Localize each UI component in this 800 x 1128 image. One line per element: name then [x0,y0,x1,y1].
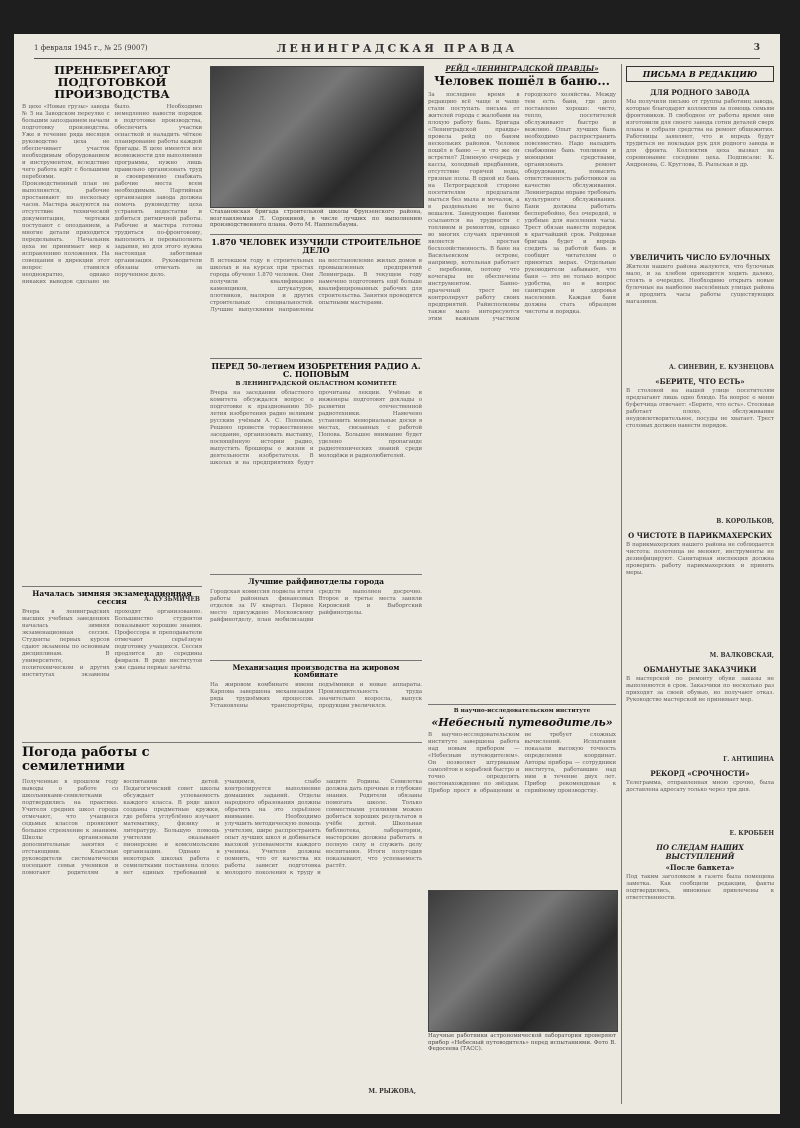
article-body: В цехе «Новые грузы» завода № 5 на Заводском переулке с большим запозданием начали подготовку производства. Уже в течение ряда месяцев руководство цеха не обеспечивает участок необходимым оборудованием и инструментом, вследствие чего работа идёт с большими перебоями. Производственный план не выполняется, рабочие простаивают по нескольку часов. Мастера жалуются на отсутствие технической документации, чертежи поступают с опозданием, а многие детали приходится переделывать. Начальник цеха не принимает мер к исправлению положения. На совещании в дирекции этот вопрос ставился неоднократно, однако никаких выводов сделано не было. Необходимо немедленно навести порядок в подготовке производства, обеспечить участки оснасткой и наладить чёткое планирование работы каждой бригады. В цехе имеются все возможности для выполнения программы, нужно лишь правильно организовать труд и своевременно снабжать рабочие места всем необходимым. Партийная организация завода должна помочь руководству цеха устранить недостатки и добиться ритмичной работы. Рабочие и мастера готовы трудиться по-фронтовому, выполнять и перевыполнять задания, но для этого нужна настоящая заботливая организация. Руководители обязаны отвечать за порученное дело. [22,104,202,286]
sidebar-title: ПИСЬМА В РЕДАКЦИЮ [626,66,774,82]
sidebar-item-title: РЕКОРД «СРОЧНОСТИ» [650,769,750,778]
issue-date: 1 февраля 1945 г., № 25 (9007) [34,44,148,52]
article-kicker: В научно-исследовательском институте [453,708,591,714]
article-9 [428,708,616,886]
article-subtitle: В ЛЕНИНГРАДСКОЙ ОБЛАСТНОМ КОМИТЕТЕ [235,380,397,387]
article-title: Лучшие райфинотделы города [248,577,384,586]
article-title: Началась зимняя экзаменационная сессия [32,589,192,606]
sidebar-item-title: «БЕРИТЕ, ЧТО ЕСТЬ» [655,377,745,386]
sidebar-item-body: Телеграмма, отправленная мною срочно, была доставлена адресату только через три дня. [626,780,774,793]
article-8 [428,64,616,704]
article-body: Вчера в ленинградских высших учебных заведениях началась зимняя экзаменационная сессия. Студенты первых курсов сдают экзамены по основным дисциплинам. В университете, политехническом и других институтах экзамены проходят организованно. Большинство студентов показывают хорошие знания. Профессора и преподаватели отмечают серьёзную подготовку учащихся. Сессия продлится до середины февраля. В ряде институтов уже сданы первые зачёты. [22,608,202,678]
signature: В. КОРОЛЬКОВ, [716,518,774,525]
scientists-photo [428,890,618,1032]
article-2 [22,590,202,740]
sidebar-item-title: ПО СЛЕДАМ НАШИХ ВЫСТУПЛЕНИЙ [656,843,744,861]
workers-photo [210,66,424,208]
article-title: ПЕРЕД 50-летием ИЗОБРЕТЕНИЯ РАДИО А. С. ПОПОВЫМ [211,361,421,380]
article-title: Механизация производства на жировом комбинате [232,663,400,680]
sidebar-item-body: В парикмахерских нашего района не соблюдается чистота: полотенца не меняют, инструменты не дезинфицируют. Санитарная инспекция должна проверить работу парикмахерских и принять меры. [626,542,774,576]
article-title: Человек пошёл в баню... [434,74,610,88]
signature: А. КУЗЬМИЧЕВ [143,596,200,603]
article-title: ПРЕНЕБРЕГАЮТ ПОДГОТОВКОЙ ПРОИЗВОДСТВА [54,63,170,102]
article-body: За последнее время в редакцию всё чаще и чаще стали поступать письма от жителей города с жалобами на плохую работу бань. Бригада «Ленинградской правды» провела рейд по баням нескольких районов. Человек пошёл в баню — и что же он встретил? Длинную очередь у кассы, холодный предбанник, отсутствие горячей воды, грязные полы. В одной из бань на Петроградской стороне посетителям предлагали мыться без мыла и мочалок, а в раздевальне не было вешалок. Заведующие банями ссылаются на трудности с топливом и ремонтом, однако во многих случаях причиной является простая бесхозяйственность. В бане на Васильевском острове, например, котельная работает с перебоями, потому что кочегары не обеспечены инструментом. Банно-прачечный трест не контролирует работу своих предприятий. Райисполкомы также мало интересуются этим важным участком городского хозяйства. Между тем есть бани, где дело поставлено хорошо: чисто, тепло, посетителей обслуживают быстро и вежливо. Опыт лучших бань необходимо распространить повсеместно. Надо наладить снабжение бань топливом и моющими средствами, организовать ремонт оборудования, повысить ответственность работников за качество обслуживания. Ленинградцы вправе требовать культурного обслуживания. Бани должны работать бесперебойно, без очередей, в удобные для населения часы. Трест обязан навести порядок в кратчайший срок. Рейдовая бригада будет и впредь следить за работой бань и сообщит читателям о принятых мерах. Отдельные руководители забывают, что баня — это не только вопрос удобства, но и вопрос санитарии и здоровья населения. Каждая баня должна стать образцом чистоты и порядка. [428,91,616,322]
sidebar-item-body: Мы получили письмо от группы работниц завода, которые благодарят коллектив за помощь семьям фронтовиков. В свободное от работы время они изготовили для своего завода сотни деталей сверх плана и собрали средства на ремонт общежития. Работницы заявляют, что и впредь будут трудиться не покладая рук для родного завода и для фронта. Коллектив цеха вызвал на соревнование соседние цеха. Подписали: К. Андронова, С. Круглова, В. Рыльская и др. [626,99,774,168]
signature: А. СИНЕВИН, Е. КУЗНЕЦОВА [669,364,774,371]
sidebar-item-body: Под таким заголовком в газете была помещена заметка. Как сообщили редакции, факты подтвердились, виновные привлечены к ответственности. [626,874,774,901]
newspaper-page [14,34,780,1114]
article-body: В истекшем году в строительных школах и на курсах при трестах города обучено 1.870 человек. Они получили квалификацию каменщиков, штукатуров, плотников, маляров и других строительных специальностей. Лучшие выпускники направлены на восстановление жилых домов и промышленных предприятий Ленинграда. В текущем году намечено подготовить ещё больше квалифицированных рабочих для строительства. Занятия проводятся опытными мастерами. [210,257,422,313]
sidebar-item-body: В мастерской по ремонту обуви заказы не выполняются в срок. Заказчики по несколько раз приходят за своей обувью, но получают отказ. Руководство мастерской не принимает мер. [626,676,774,703]
article-kicker: РЕЙД «ЛЕНИНГРАДСКОЙ ПРАВДЫ» [445,64,599,73]
article-5 [210,362,422,572]
letters-sidebar [626,66,774,1106]
page-number: 3 [753,43,760,53]
article-title: Погода работы с семилетними [22,745,150,774]
article-body: В научно-исследовательском институте завершена работа над новым прибором — «Небесным путеводителем». Он позволяет штурманам самолётов и кораблей быстро и точно определять местонахождение по звёздам. Прибор прост в обращении и не требует сложных вычислений. Испытания показали высокую точность определения координат. Авторы прибора — сотрудники института, работавшие над ним в течение двух лет. Прибор рекомендован к серийному производству. [428,731,616,794]
signature: Г. АНТИПИНА [723,756,774,763]
masthead: ЛЕНИНГРАДСКАЯ ПРАВДА [276,42,518,55]
article-4 [210,238,422,356]
sidebar-item-title: «После банкета» [665,863,735,872]
sidebar-item-title: УВЕЛИЧИТЬ ЧИСЛО БУЛОЧНЫХ [629,253,771,262]
page-header [34,42,760,59]
sidebar-item-title: О ЧИСТОТЕ В ПАРИКМАХЕРСКИХ [628,531,772,540]
article-3 [22,746,422,1106]
signature: М. ВАЛКОВСКАЯ, [709,652,774,659]
article-body: Вчера на заседании областного комитета обсуждался вопрос о подготовке к празднованию 50-летия изобретения радио великим русским учёным А. С. Поповым. Решено провести торжественное заседание, организовать выставку, посвящённую истории радио, выпустить брошюры о жизни и деятельности изобретателя. В школах и на предприятиях будут прочитаны лекции. Учёные и инженеры подготовят доклады о развитии отечественной радиотехники. Намечено установить мемориальные доски в местах, связанных с работой Попова. Большое внимание будет уделено пропаганде радиотехнических знаний среди молодёжи и радиолюбителей. [210,389,422,466]
article-7 [210,664,422,740]
signature: М. РЫЖОВА, [368,1088,416,1095]
article-6 [210,578,422,658]
photo-caption: Научные работники астрономической лаборатории проверяют прибор «Небесный путеводитель» перед испытаниями. Фото В. Федосеева (ТАСС). [428,1033,616,1052]
sidebar-item-body: В столовой на нашей улице посетителям предлагают лишь одно блюдо. На вопрос о меню буфетчица отвечает: «Берите, что есть». Столовая работает плохо, обслуживание неудовлетворительное, посуды не хватает. Трест столовых должен навести порядок. [626,388,774,429]
article-title: «Небесный путеводитель» [431,716,613,729]
article-title: 1.870 ЧЕЛОВЕК ИЗУЧИЛИ СТРОИТЕЛЬНОЕ ДЕЛО [211,237,421,256]
signature: Е. КРОББЕН [729,830,774,837]
article-body: Городская комиссия подвела итоги работы районных финансовых отделов за IV квартал. Первое место присуждено Московскому райфинотделу, план мобилизации средств выполнен досрочно. Второе и третье места заняли Кировский и Выборгский райфинотделы. [210,588,422,623]
sidebar-item-title: ДЛЯ РОДНОГО ЗАВОДА [650,88,750,97]
article-body: Полученные в прошлом году выводы о работе со школьниками-семилетками подтвердились на практике. Учителя средних школ города отмечают, что учащиеся седьмых классов проявляют большое стремление к знаниям. Школы организовали дополнительные занятия с отстающими. Классные руководители систематически посещают семьи учеников и помогают родителям в воспитании детей. Педагогический совет школы обсуждает успеваемость каждого класса. В ряде школ созданы предметные кружки, где ребята углублённо изучают математику, физику и литературу. Большую помощь учителям оказывают пионерские и комсомольские организации. Однако в некоторых школах работа с семилетками поставлена плохо: нет единых требований к учащимся, слабо контролируется выполнение домашних заданий. Отделы народного образования должны обратить на это серьёзное внимание. Необходимо улучшить методическую помощь учителям, шире распространять опыт лучших школ и добиваться высокой успеваемости каждого ученика. Учителя должны помнить, что от качества их работы зависит подготовка молодого поколения к труду и защите Родины. Семилетка должна дать прочные и глубокие знания. Родители обязаны помогать школе. Только совместными усилиями можно добиться хороших результатов в учёбе детей. Школьная библиотека, лаборатории, мастерские должны работать в полную силу и служить делу воспитания. Итоги полугодия показывают, что успеваемость растёт. [22,779,422,877]
sidebar-item-body: Жители нашего района жалуются, что булочных мало, и за хлебом приходится ходить далеко, стоять в очередях. Необходимо открыть новые булочные на наиболее населённых улицах района и продлить часы работы существующих магазинов. [626,264,774,305]
photo-caption: Стахановская бригада строительной школы Фрунзенского района, возглавляемая Л. Сорокиной, в числе лучших по выполнению производственного плана. Фото М. Наппельбаума. [210,209,422,228]
sidebar-item-title: ОБМАНУТЫЕ ЗАКАЗЧИКИ [643,665,757,674]
article-body: На жировом комбинате имени Карпова завершена механизация ряда трудоёмких процессов. Установлены транспортёры, подъёмники и новые аппараты. Производительность труда значительно возросла, выпуск продукции увеличился. [210,681,422,709]
